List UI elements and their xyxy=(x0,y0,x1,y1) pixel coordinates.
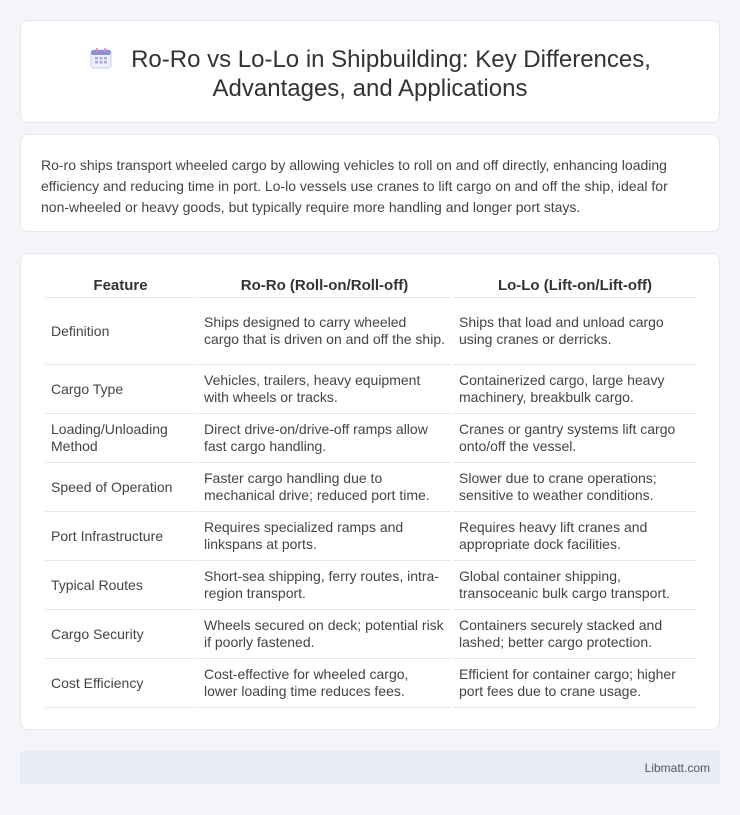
roro-cell: Vehicles, trailers, heavy equipment with wheels or tracks. xyxy=(198,365,451,414)
feature-cell: Cargo Security xyxy=(45,610,196,659)
header-lolo: Lo-Lo (Lift-on/Lift-off) xyxy=(453,276,697,298)
roro-cell: Ships designed to carry wheeled cargo that is driven on and off the ship. xyxy=(198,298,451,365)
lolo-cell: Requires heavy lift cranes and appropriate dock facilities. xyxy=(453,512,697,561)
comparison-table xyxy=(43,276,699,708)
feature-cell: Speed of Operation xyxy=(45,463,196,512)
roro-cell: Requires specialized ramps and linkspans at ports. xyxy=(198,512,451,561)
title-line-2: Advantages, and Applications xyxy=(212,75,528,102)
intro-card xyxy=(20,134,720,232)
table-row xyxy=(45,561,697,610)
footer-site-link[interactable]: Libmatt.com xyxy=(644,761,710,775)
feature-cell: Cost Efficiency xyxy=(45,659,196,708)
page-title xyxy=(21,45,719,103)
table-header-row xyxy=(45,276,697,298)
roro-cell: Cost-effective for wheeled cargo, lower loading time reduces fees. xyxy=(198,659,451,708)
feature-cell: Typical Routes xyxy=(45,561,196,610)
table-row xyxy=(45,365,697,414)
footer xyxy=(20,751,720,784)
header-feature: Feature xyxy=(45,276,196,298)
feature-cell: Cargo Type xyxy=(45,365,196,414)
lolo-cell: Slower due to crane operations; sensitive to weather conditions. xyxy=(453,463,697,512)
lolo-cell: Containers securely stacked and lashed; better cargo protection. xyxy=(453,610,697,659)
table-row xyxy=(45,512,697,561)
table-row xyxy=(45,463,697,512)
lolo-cell: Efficient for container cargo; higher port fees due to crane usage. xyxy=(453,659,697,708)
title-line-1: Ro-Ro vs Lo-Lo in Shipbuilding: Key Differences, xyxy=(131,46,651,73)
roro-cell: Direct drive-on/drive-off ramps allow fast cargo handling. xyxy=(198,414,451,463)
lolo-cell: Ships that load and unload cargo using cranes or derricks. xyxy=(453,298,697,365)
feature-cell: Loading/Unloading Method xyxy=(45,414,196,463)
roro-cell: Wheels secured on deck; potential risk if poorly fastened. xyxy=(198,610,451,659)
calendar-icon xyxy=(89,46,113,70)
roro-cell: Short-sea shipping, ferry routes, intra-region transport. xyxy=(198,561,451,610)
title-card xyxy=(20,20,720,123)
lolo-cell: Cranes or gantry systems lift cargo onto/off the vessel. xyxy=(453,414,697,463)
feature-cell: Port Infrastructure xyxy=(45,512,196,561)
header-roro: Ro-Ro (Roll-on/Roll-off) xyxy=(198,276,451,298)
table-row xyxy=(45,659,697,708)
intro-paragraph: Ro-ro ships transport wheeled cargo by allowing vehicles to roll on and off directly, enhancing loading efficiency and reducing time in port. Lo-lo vessels use cranes to lift cargo on and off the ship, ideal for non-wheeled or heavy goods, but typically require more handling and longer port stays. xyxy=(41,157,668,215)
roro-cell: Faster cargo handling due to mechanical drive; reduced port time. xyxy=(198,463,451,512)
lolo-cell: Containerized cargo, large heavy machinery, breakbulk cargo. xyxy=(453,365,697,414)
table-row xyxy=(45,298,697,365)
comparison-card xyxy=(20,253,720,730)
table-row xyxy=(45,610,697,659)
feature-cell: Definition xyxy=(45,298,196,365)
lolo-cell: Global container shipping, transoceanic bulk cargo transport. xyxy=(453,561,697,610)
table-row xyxy=(45,414,697,463)
